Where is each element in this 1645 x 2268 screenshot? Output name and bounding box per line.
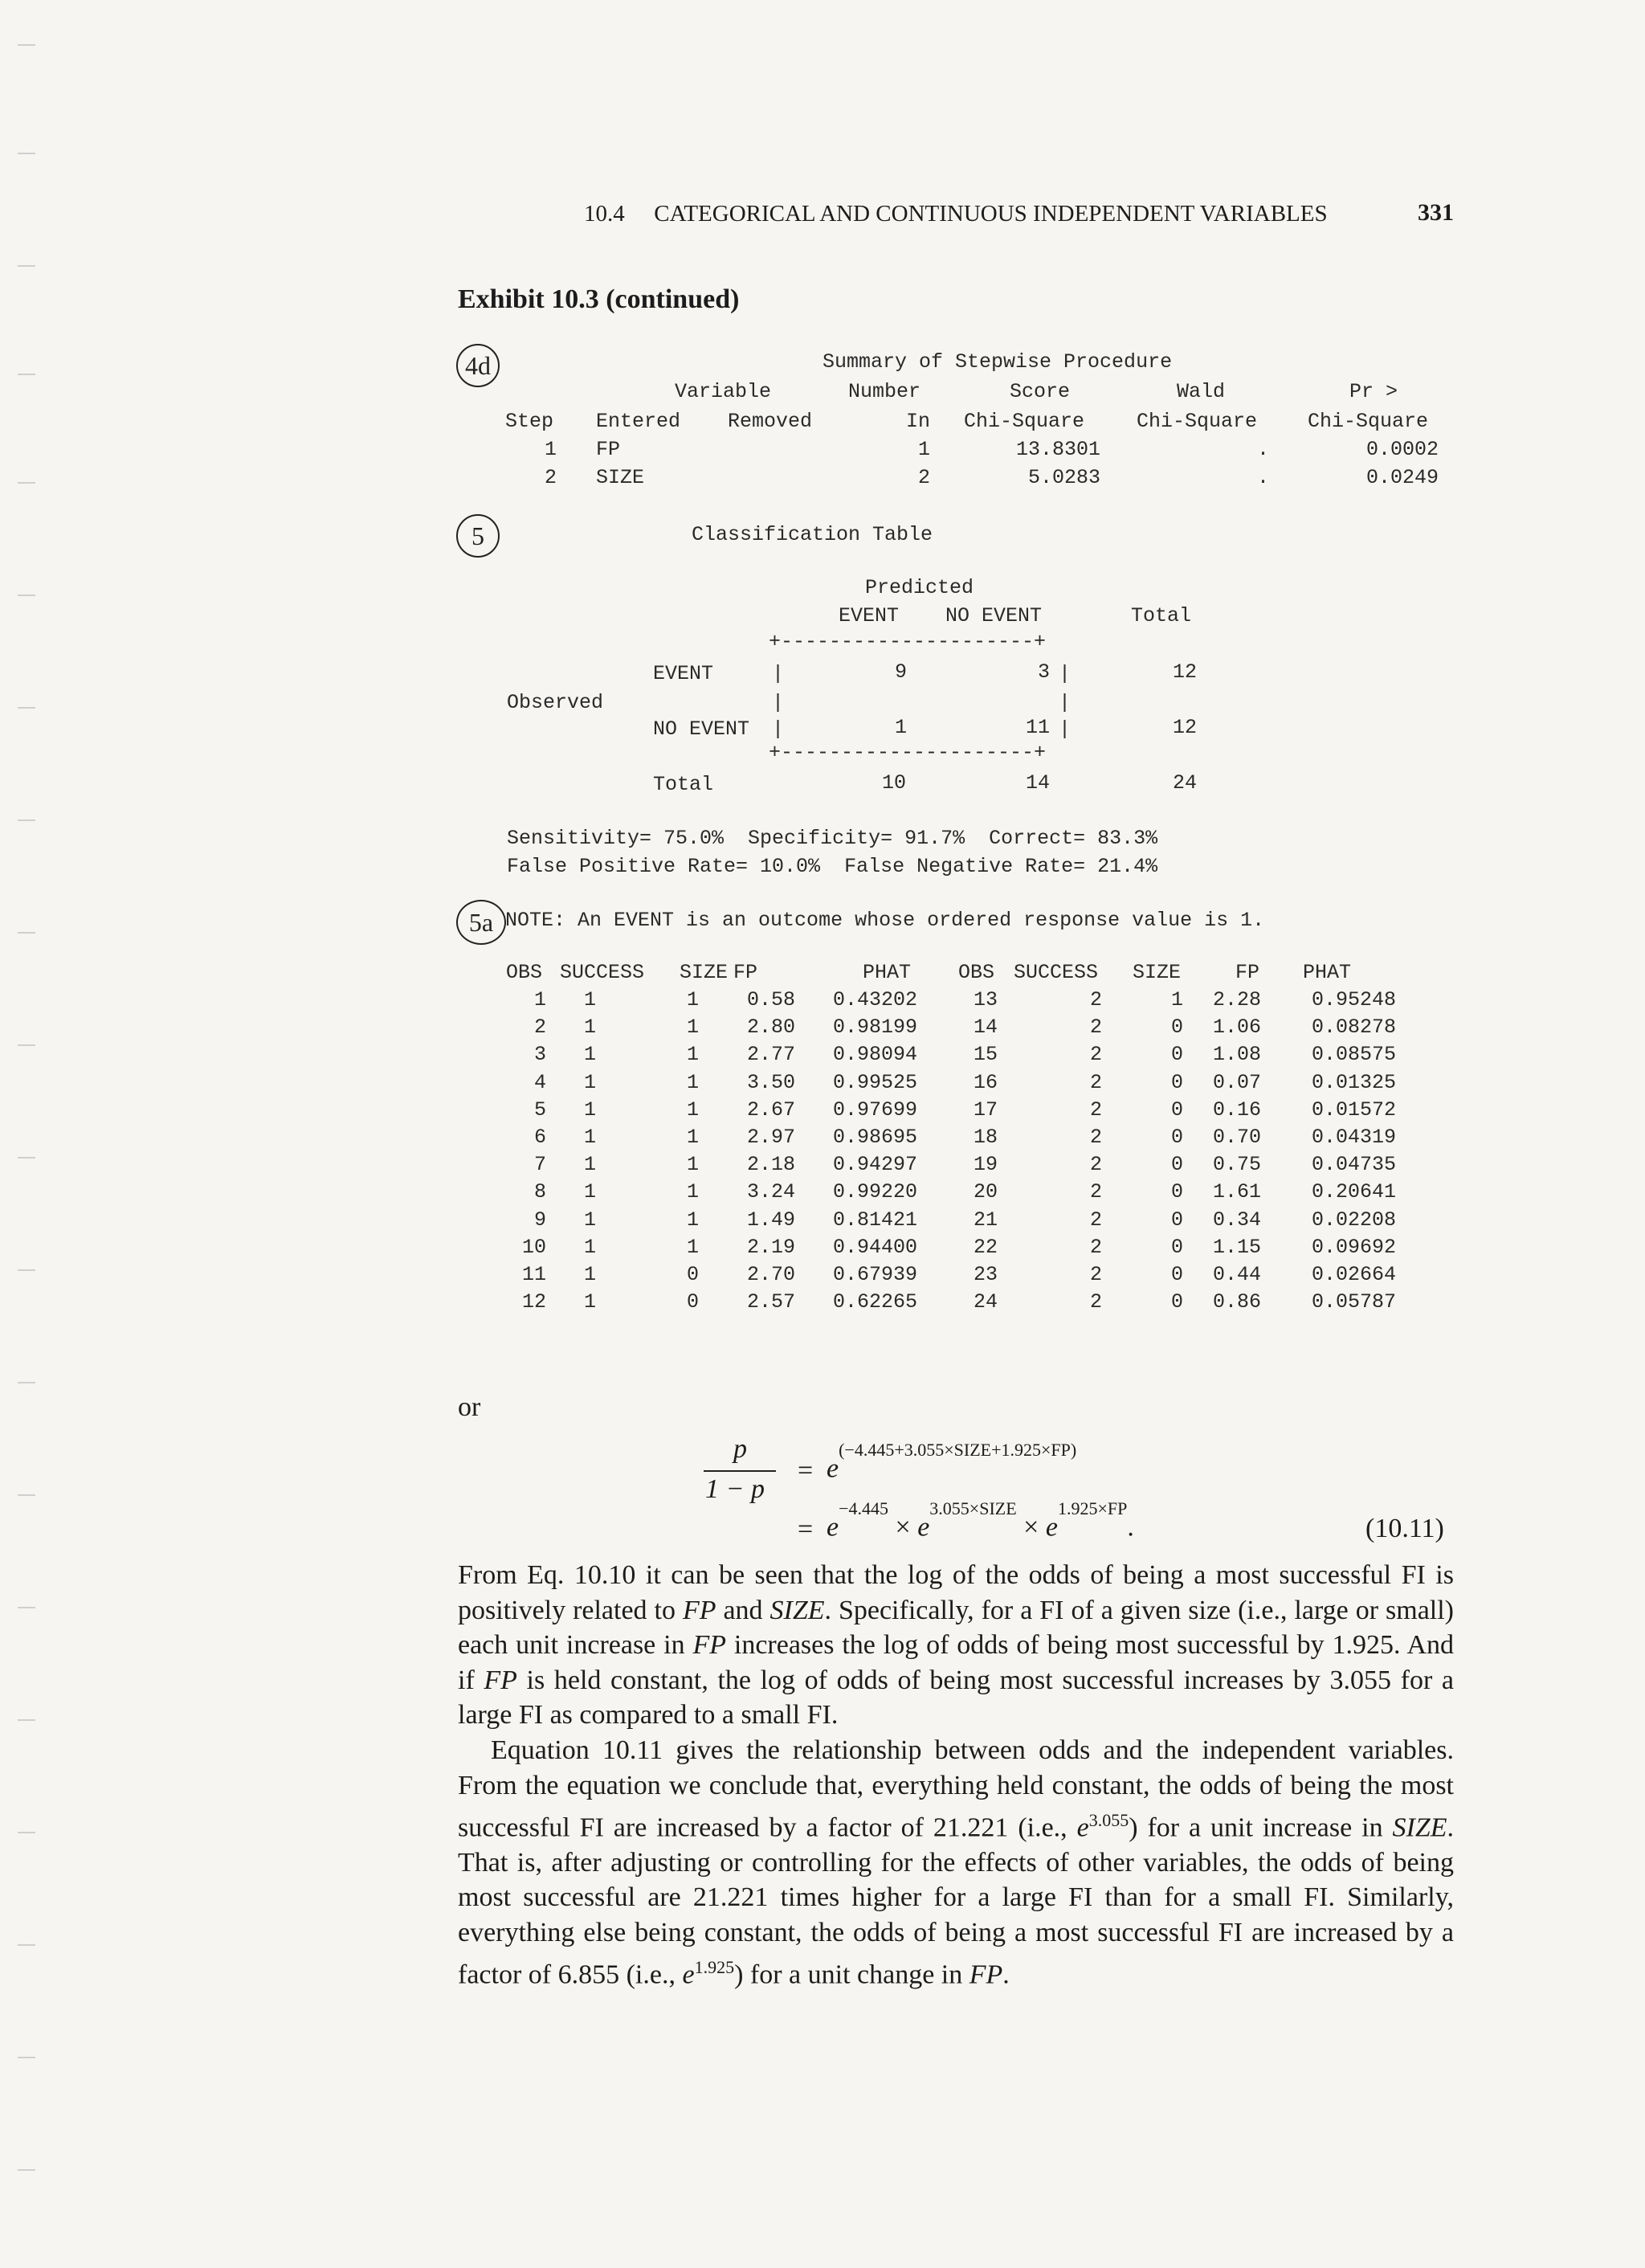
pr-cell: 0.0002 <box>1365 438 1439 461</box>
cell-event-total: 12 <box>1173 660 1198 684</box>
table-cell: 0.20641 <box>1311 1180 1396 1204</box>
text: is held constant, the log of odds of being most successful increases by 3.055 for a large FI as compared to a small FI. <box>458 1665 1454 1730</box>
table-cell: 1 <box>1170 988 1183 1011</box>
column-header: SUCCESS <box>1014 961 1099 984</box>
text: ) for a unit change in <box>734 1959 969 1990</box>
table-cell: 0.58 <box>746 988 795 1011</box>
table-cell: 0 <box>686 1263 699 1286</box>
table-cell: 1 <box>583 1015 596 1040</box>
score-cell: 5.0283 <box>1027 466 1100 489</box>
equals-2: = <box>798 1514 814 1544</box>
h-entered: Entered <box>596 410 681 433</box>
table-cell: 15 <box>973 1043 998 1067</box>
table-cell: 2.70 <box>746 1263 795 1286</box>
table-cell: 0.05787 <box>1311 1290 1396 1314</box>
paragraph-1 <box>458 1558 1454 1733</box>
text: . <box>1002 1959 1010 1990</box>
e-base: e <box>1076 1812 1089 1843</box>
table-cell: 13 <box>973 988 998 1011</box>
table-cell: 0.95248 <box>1311 988 1396 1011</box>
col-no-event: NO EVENT <box>945 604 1043 627</box>
text: ) for a unit increase in <box>1129 1812 1393 1843</box>
cell-noevent-noevent: 11 <box>1026 716 1051 739</box>
table-cell: 0 <box>1170 1208 1183 1232</box>
table-cell: 0.08575 <box>1311 1043 1396 1067</box>
bar: | <box>1059 717 1071 741</box>
row-total-label: Total <box>653 773 714 796</box>
h-score: Score <box>1010 380 1071 403</box>
observed-label: Observed <box>507 691 604 714</box>
table-cell: 1 <box>686 1153 699 1177</box>
column-header: SIZE <box>1133 961 1182 984</box>
col-event: EVENT <box>839 604 900 627</box>
table-cell: 2 <box>1089 988 1102 1011</box>
table-cell: 0 <box>1170 1070 1183 1094</box>
table-cell: 9 <box>533 1208 546 1232</box>
table-cell: 0.97699 <box>832 1097 917 1122</box>
table-cell: 1 <box>583 1235 596 1259</box>
table-cell: 1 <box>686 1043 699 1067</box>
section-number: 10.4 <box>584 201 625 227</box>
table-cell: 1 <box>583 1126 596 1149</box>
text: . Specifically, for a FI of a given size (i.e., large or small) each unit increase in <box>458 1595 1454 1660</box>
table-cell: 1 <box>583 1097 596 1122</box>
table-cell: 0.94297 <box>832 1153 917 1177</box>
cell-total-event: 10 <box>882 771 907 795</box>
paragraph-2 <box>458 1733 1454 1992</box>
stepwise-title: Summary of Stepwise Procedure <box>822 350 1173 374</box>
table-cell: 0.62265 <box>832 1290 917 1314</box>
column-header: SIZE <box>680 961 729 984</box>
table-cell: 6 <box>533 1126 546 1149</box>
table-cell: 23 <box>973 1263 998 1286</box>
stats-line-2: False Positive Rate= 10.0% False Negative Rate= 21.4% <box>507 855 1158 878</box>
column-header: SUCCESS <box>560 961 645 984</box>
table-cell: 1.06 <box>1212 1015 1261 1040</box>
h-number: Number <box>848 380 921 403</box>
table-cell: 0.02664 <box>1311 1263 1396 1286</box>
e-base: e <box>917 1512 930 1543</box>
table-cell: 0 <box>1170 1180 1183 1204</box>
table-cell: 0 <box>1170 1153 1183 1177</box>
exhibit-title: Exhibit 10.3 (continued) <box>458 284 740 314</box>
table-cell: 0 <box>1170 1126 1183 1149</box>
exponent-c: 1.925×FP <box>1057 1498 1128 1518</box>
table-cell: 0.08278 <box>1311 1015 1396 1040</box>
h-pr: Pr > <box>1349 380 1398 403</box>
table-cell: 1 <box>686 1097 699 1122</box>
table-cell: 0 <box>1170 1263 1183 1286</box>
table-cell: 19 <box>973 1153 998 1177</box>
cell-total-noevent: 14 <box>1026 771 1051 795</box>
table-cell: 1 <box>686 1208 699 1232</box>
table-cell: 2.77 <box>746 1043 795 1067</box>
bar: | <box>772 691 785 714</box>
table-cell: 0.81421 <box>832 1208 917 1232</box>
var-fp: FP <box>969 1959 1003 1990</box>
table-cell: 0.02208 <box>1311 1208 1396 1232</box>
table-cell: 0.09692 <box>1311 1235 1396 1259</box>
h-wald-chisq: Chi-Square <box>1137 410 1258 433</box>
table-cell: 2 <box>1089 1097 1102 1122</box>
fraction-denominator <box>705 1474 765 1505</box>
table-cell: 0.16 <box>1212 1097 1261 1122</box>
page-number: 331 <box>1418 199 1454 226</box>
table-cell: 0.70 <box>1212 1126 1261 1149</box>
table-cell: 0.07 <box>1212 1070 1261 1094</box>
cell-total-total: 24 <box>1173 771 1198 795</box>
table-cell: 2 <box>1089 1235 1102 1259</box>
table-cell: 1 <box>533 988 546 1011</box>
var-fp: FP <box>484 1665 517 1695</box>
step-cell: 2 <box>545 466 557 489</box>
row-noevent-label: NO EVENT <box>653 717 750 741</box>
table-cell: 0.98094 <box>832 1043 917 1067</box>
fraction-bar <box>704 1470 776 1472</box>
table-cell: 0.75 <box>1212 1153 1261 1177</box>
table-cell: 1 <box>583 1043 596 1067</box>
table-cell: 2 <box>1089 1126 1102 1149</box>
var-size: SIZE <box>769 1595 825 1625</box>
entered-cell: FP <box>596 438 621 461</box>
stats-line-1: Sensitivity= 75.0% Specificity= 91.7% Correct= 83.3% <box>507 827 1158 850</box>
times-sign: × <box>895 1512 911 1543</box>
text: increases the log of odds of being most successful by 1.925. And if <box>458 1630 1454 1695</box>
table-cell: 18 <box>973 1126 998 1149</box>
table-cell: 2.18 <box>746 1153 795 1177</box>
table-cell: 17 <box>973 1097 998 1122</box>
table-cell: 14 <box>973 1015 998 1040</box>
table-cell: 0.98695 <box>832 1126 917 1149</box>
in-cell: 1 <box>918 438 931 461</box>
wald-cell: . <box>1257 466 1270 489</box>
table-cell: 0.99525 <box>832 1070 917 1094</box>
table-cell: 2 <box>1089 1153 1102 1177</box>
page-edge <box>0 0 44 2268</box>
var-fp: FP <box>692 1630 727 1660</box>
step-cell: 1 <box>545 438 557 461</box>
text: Equation 10.11 gives the relationship between odds and the independent variables. From the equation we conclude that, everything held constant, the odds of being the most successful FI are increased by a factor of 21.221 (i.e., <box>458 1735 1454 1843</box>
table-cell: 21 <box>973 1208 998 1232</box>
text: . That is, after adjusting or controlling for the effects of other variables, the odds of being most successful are 21.221 times higher for a large FI than for a small FI. Similarly, everything else being constant, the odds of being a most successful FI are increased by a factor of 6.855 (i.e., <box>458 1812 1454 1990</box>
table-cell: 1 <box>686 1235 699 1259</box>
text: and <box>716 1595 770 1625</box>
cell-noevent-total: 12 <box>1173 716 1198 739</box>
table-cell: 2.67 <box>746 1097 795 1122</box>
exponent-1: (−4.445+3.055×SIZE+1.925×FP) <box>839 1440 1077 1460</box>
numerator-p: p <box>733 1434 747 1464</box>
table-cell: 0.44 <box>1212 1263 1261 1286</box>
bar: | <box>1059 691 1071 714</box>
h-score-chisq: Chi-Square <box>964 410 1085 433</box>
table-cell: 8 <box>533 1180 546 1204</box>
table-cell: 2.57 <box>746 1290 795 1314</box>
table-cell: 0 <box>686 1290 699 1314</box>
table-border-bottom: +---------------------+ <box>769 741 1047 764</box>
table-cell: 2.97 <box>746 1126 795 1149</box>
table-cell: 1 <box>686 1015 699 1040</box>
table-cell: 0.99220 <box>832 1180 917 1204</box>
table-cell: 0 <box>1170 1043 1183 1067</box>
table-cell: 4 <box>533 1070 546 1094</box>
table-cell: 11 <box>521 1263 546 1286</box>
table-cell: 24 <box>973 1290 998 1314</box>
h-wald: Wald <box>1177 380 1226 403</box>
table-cell: 1.49 <box>746 1208 795 1232</box>
table-cell: 0.67939 <box>832 1263 917 1286</box>
table-cell: 0 <box>1170 1290 1183 1314</box>
var-fp: FP <box>682 1595 716 1625</box>
e-base: e <box>827 1453 839 1484</box>
column-header: FP <box>733 961 758 984</box>
table-cell: 2.80 <box>746 1015 795 1040</box>
table-cell: 0.43202 <box>832 988 917 1011</box>
table-cell: 2 <box>533 1015 546 1040</box>
equation-label: (10.11) <box>1365 1514 1444 1543</box>
table-cell: 3.50 <box>746 1070 795 1094</box>
table-cell: 2 <box>1089 1015 1102 1040</box>
table-border-top: +---------------------+ <box>769 630 1047 653</box>
table-cell: 1 <box>686 1180 699 1204</box>
table-cell: 0.01572 <box>1311 1097 1396 1122</box>
table-cell: 12 <box>521 1290 546 1314</box>
classification-title: Classification Table <box>692 523 933 546</box>
bar: | <box>772 662 785 685</box>
table-cell: 0.01325 <box>1311 1070 1396 1094</box>
h-pr-chisq: Chi-Square <box>1308 410 1429 433</box>
col-total: Total <box>1131 604 1192 627</box>
e-base: e <box>827 1512 839 1543</box>
table-cell: 16 <box>973 1070 998 1094</box>
h-removed: Removed <box>728 410 813 433</box>
table-cell: 2 <box>1089 1290 1102 1314</box>
table-cell: 0.04735 <box>1311 1153 1396 1177</box>
marker-4d: 4d <box>456 344 500 387</box>
table-cell: 1.61 <box>1212 1180 1261 1204</box>
cell-noevent-event: 1 <box>895 716 908 739</box>
wald-cell: . <box>1257 438 1270 461</box>
table-cell: 2.19 <box>746 1235 795 1259</box>
cell-event-event: 9 <box>895 660 908 684</box>
denominator: 1 − p <box>705 1474 765 1504</box>
exponent-a: −4.445 <box>839 1498 889 1518</box>
exponent-b: 3.055×SIZE <box>929 1498 1017 1518</box>
superscript: 1.925 <box>694 1957 735 1978</box>
table-cell: 1 <box>686 988 699 1011</box>
table-cell: 0 <box>1170 1235 1183 1259</box>
table-cell: 1.08 <box>1212 1043 1261 1067</box>
superscript: 3.055 <box>1088 1810 1129 1830</box>
table-cell: 0.98199 <box>832 1015 917 1040</box>
table-cell: 1.15 <box>1212 1235 1261 1259</box>
table-cell: 0.04319 <box>1311 1126 1396 1149</box>
e-base: e <box>682 1959 695 1990</box>
h-step: Step <box>505 410 554 433</box>
pr-cell: 0.0249 <box>1365 466 1439 489</box>
var-size: SIZE <box>1392 1812 1447 1843</box>
column-header: PHAT <box>1303 961 1352 984</box>
chapter-title: CATEGORICAL AND CONTINUOUS INDEPENDENT VARIABLES <box>654 201 1328 227</box>
running-header <box>584 201 1328 227</box>
table-cell: 20 <box>973 1180 998 1204</box>
table-cell: 0.86 <box>1212 1290 1261 1314</box>
predicted-label: Predicted <box>865 576 974 599</box>
column-header: FP <box>1235 961 1260 984</box>
table-cell: 5 <box>533 1097 546 1122</box>
table-cell: 1 <box>583 1180 596 1204</box>
marker-5a: 5a <box>456 900 506 945</box>
column-header: OBS <box>958 961 995 984</box>
table-cell: 1 <box>583 1153 596 1177</box>
row-event-label: EVENT <box>653 662 714 685</box>
marker-5: 5 <box>456 514 500 558</box>
table-cell: 1 <box>583 1290 596 1314</box>
table-cell: 0.94400 <box>832 1235 917 1259</box>
bar: | <box>1059 662 1071 685</box>
bar: | <box>772 717 785 741</box>
table-cell: 3.24 <box>746 1180 795 1204</box>
times-sign: × <box>1023 1512 1039 1543</box>
table-cell: 1 <box>583 1263 596 1286</box>
table-cell: 2 <box>1089 1263 1102 1286</box>
table-cell: 1 <box>583 1208 596 1232</box>
period: . <box>1127 1512 1134 1543</box>
note-line: NOTE: An EVENT is an outcome whose ordered response value is 1. <box>505 909 1265 932</box>
column-header: PHAT <box>863 961 912 984</box>
table-cell: 22 <box>973 1235 998 1259</box>
table-cell: 2 <box>1089 1208 1102 1232</box>
table-cell: 2.28 <box>1212 988 1261 1011</box>
fraction-numerator <box>733 1434 747 1465</box>
table-cell: 3 <box>533 1043 546 1067</box>
entered-cell: SIZE <box>596 466 645 489</box>
table-cell: 0 <box>1170 1015 1183 1040</box>
table-cell: 10 <box>521 1235 546 1259</box>
table-cell: 1 <box>583 1070 596 1094</box>
table-cell: 1 <box>686 1126 699 1149</box>
column-header: OBS <box>506 961 543 984</box>
table-cell: 0 <box>1170 1097 1183 1122</box>
table-cell: 1 <box>583 988 596 1011</box>
table-cell: 0.34 <box>1212 1208 1261 1232</box>
text: From Eq. 10.10 it can be seen that the log of the odds of being a most successful FI is positively related to <box>458 1560 1454 1625</box>
cell-event-noevent: 3 <box>1038 660 1051 684</box>
equals-1: = <box>798 1456 814 1485</box>
score-cell: 13.8301 <box>1015 438 1100 461</box>
table-cell: 2 <box>1089 1070 1102 1094</box>
in-cell: 2 <box>918 466 931 489</box>
table-cell: 2 <box>1089 1180 1102 1204</box>
h-in: In <box>906 410 931 433</box>
table-cell: 7 <box>533 1153 546 1177</box>
e-base: e <box>1045 1512 1058 1543</box>
table-cell: 1 <box>686 1070 699 1094</box>
or-word: or <box>458 1392 481 1422</box>
table-cell: 2 <box>1089 1043 1102 1067</box>
h-variable: Variable <box>675 380 772 403</box>
